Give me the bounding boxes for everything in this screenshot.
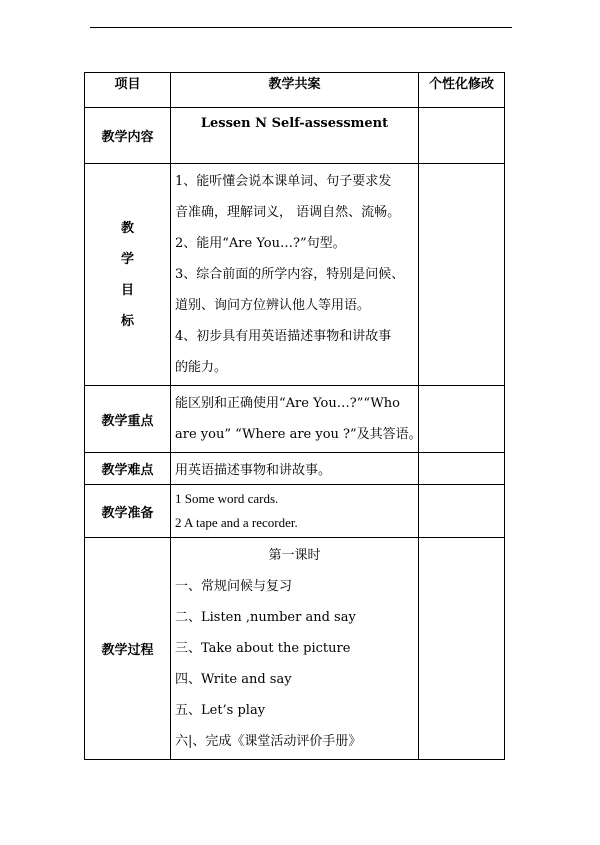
process-heading: 第一课时 bbox=[268, 548, 321, 563]
lesson-plan-table bbox=[84, 72, 505, 760]
personal-cell-goals[interactable] bbox=[419, 164, 505, 386]
process-step: 四、Write and say bbox=[175, 672, 292, 687]
table-header-row bbox=[85, 73, 505, 108]
label-goals-char: 标 bbox=[120, 313, 134, 329]
row-content bbox=[85, 108, 505, 164]
lesson-title: Lessen N Self-assessment bbox=[171, 108, 419, 164]
label-goals-char: 学 bbox=[120, 251, 134, 267]
process-content bbox=[171, 538, 419, 760]
row-key-points bbox=[85, 386, 505, 453]
personal-cell-preparation[interactable] bbox=[419, 485, 505, 538]
row-difficulties bbox=[85, 453, 505, 485]
goal-line: 3、综合前面的所学内容，特别是问候、 bbox=[175, 267, 405, 282]
preparation-content bbox=[171, 485, 419, 538]
key-point-line: are you” “Where are you ?”及其答语。 bbox=[175, 427, 422, 442]
key-points-content bbox=[171, 386, 422, 453]
header-item: 项目 bbox=[85, 73, 171, 108]
row-process bbox=[85, 538, 505, 760]
personal-cell-difficulties[interactable] bbox=[419, 453, 505, 485]
difficulties-content: 用英语描述事物和讲故事。 bbox=[171, 453, 419, 485]
goals-content bbox=[171, 164, 419, 386]
label-content: 教学内容 bbox=[85, 108, 171, 164]
row-goals bbox=[85, 164, 505, 386]
goal-line: 音准确，理解词义， 语调自然、流畅。 bbox=[175, 205, 401, 220]
label-difficulties: 教学难点 bbox=[85, 453, 171, 485]
goal-line: 道别、询问方位辨认他人等用语。 bbox=[175, 298, 371, 313]
row-preparation bbox=[85, 485, 505, 538]
process-step: 二、Listen ,number and say bbox=[175, 610, 356, 625]
process-step: 六|、完成《课堂活动评价手册》 bbox=[175, 734, 362, 749]
label-goals bbox=[85, 164, 171, 386]
goal-line: 4、初步具有用英语描述事物和讲故事 bbox=[175, 329, 392, 344]
preparation-line: 1 Some word cards. bbox=[175, 491, 279, 506]
header-personal: 个性化修改 bbox=[419, 73, 505, 108]
header-plan: 教学共案 bbox=[171, 73, 419, 108]
label-process: 教学过程 bbox=[85, 538, 171, 760]
personal-cell-process[interactable] bbox=[419, 538, 505, 760]
goal-line: 2、能用“Are You…?”句型。 bbox=[175, 236, 346, 251]
personal-cell-content[interactable] bbox=[419, 108, 505, 164]
label-preparation: 教学准备 bbox=[85, 485, 171, 538]
process-step: 三、Take about the picture bbox=[175, 641, 351, 656]
label-goals-char: 目 bbox=[120, 282, 134, 298]
label-key-points: 教学重点 bbox=[85, 386, 171, 453]
label-goals-char: 教 bbox=[120, 220, 134, 236]
header-rule bbox=[90, 27, 512, 28]
preparation-line: 2 A tape and a recorder. bbox=[175, 515, 298, 530]
process-step: 五、Let’s play bbox=[175, 703, 266, 718]
process-step: 一、常规问候与复习 bbox=[175, 579, 293, 594]
goal-line: 的能力。 bbox=[175, 360, 228, 375]
personal-cell-key-points[interactable] bbox=[419, 386, 505, 453]
goal-line: 1、能听懂会说本课单词、句子要求发 bbox=[175, 174, 392, 189]
key-point-line: 能区别和正确使用“Are You…?”“Who bbox=[175, 396, 400, 411]
